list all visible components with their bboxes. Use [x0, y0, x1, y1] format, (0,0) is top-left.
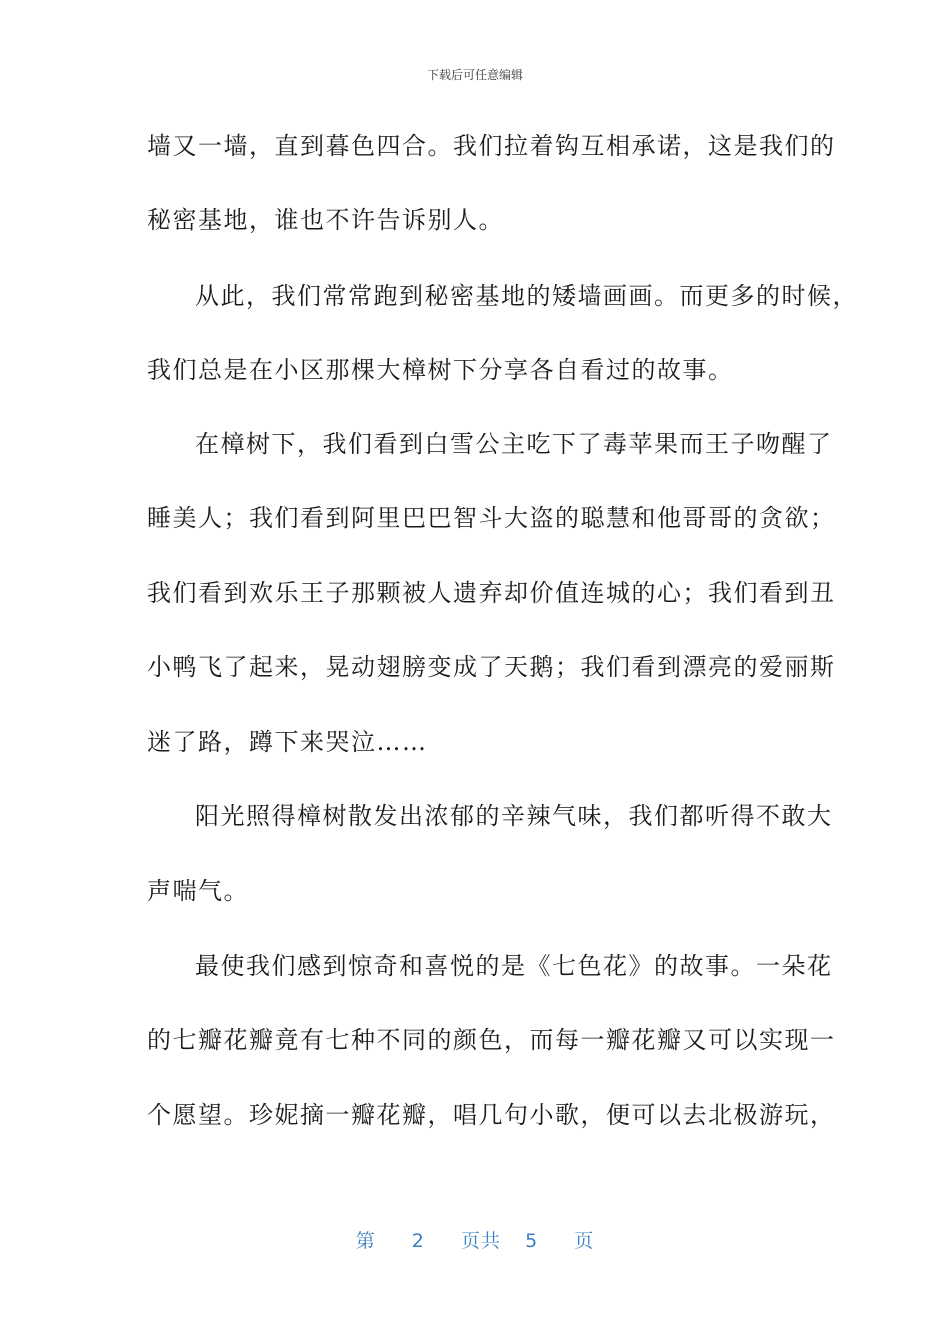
current-page-number: 2 — [411, 1230, 425, 1252]
text-line: 秘密基地，谁也不许告诉别人。 — [147, 206, 504, 234]
paragraph-start-line: 从此，我们常常跑到秘密基地的矮墙画画。而更多的时候， — [195, 282, 858, 310]
text-line: 小鸭飞了起来，晃动翅膀变成了天鹅；我们看到漂亮的爱丽斯 — [147, 653, 836, 681]
paragraph-start-line: 在樟树下，我们看到白雪公主吃下了毒苹果而王子吻醒了 — [195, 430, 833, 458]
text-line: 迷了路，蹲下来哭泣…… — [147, 728, 428, 756]
page-footer — [0, 1226, 950, 1253]
text-line: 我们总是在小区那棵大樟树下分享各自看过的故事。 — [147, 356, 734, 384]
page-header: 下载后可任意编辑 — [426, 68, 523, 82]
paragraph-start-line: 阳光照得樟树散发出浓郁的辛辣气味，我们都听得不敢大 — [195, 802, 833, 830]
text-line: 墙又一墙，直到暮色四合。我们拉着钩互相承诺，这是我们的 — [147, 132, 836, 160]
text-line: 的七瓣花瓣竟有七种不同的颜色，而每一瓣花瓣又可以实现一 — [147, 1026, 836, 1054]
text-line: 我们看到欢乐王子那颗被人遗弃却价值连城的心；我们看到丑 — [147, 579, 836, 607]
footer-prefix: 第 — [355, 1230, 376, 1252]
footer-suffix: 页 — [574, 1230, 595, 1252]
paragraph-start-line: 最使我们感到惊奇和喜悦的是《七色花》的故事。一朵花 — [195, 952, 833, 980]
text-line: 声喘气。 — [147, 877, 249, 905]
footer-middle: 页共 — [460, 1230, 501, 1252]
text-line: 个愿望。珍妮摘一瓣花瓣，唱几句小歌，便可以去北极游玩， — [147, 1101, 836, 1129]
text-line: 睡美人；我们看到阿里巴巴智斗大盗的聪慧和他哥哥的贪欲； — [147, 504, 836, 532]
total-pages-number: 5 — [525, 1230, 539, 1252]
